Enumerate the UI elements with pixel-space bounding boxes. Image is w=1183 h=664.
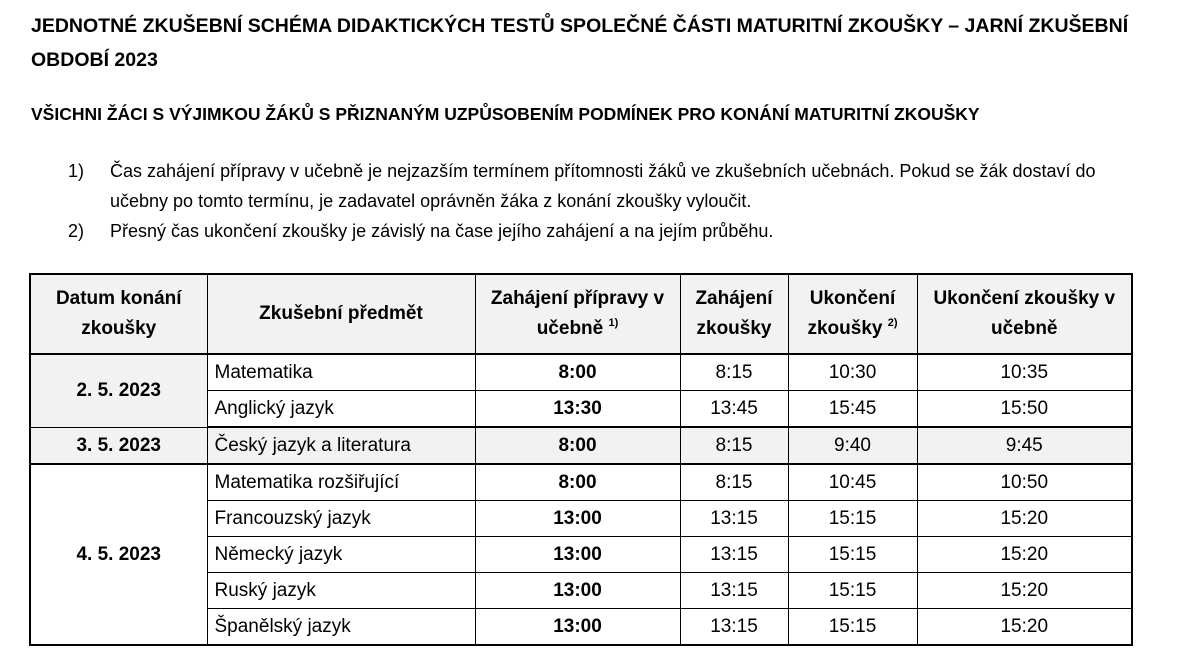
subject-cell: Matematika <box>207 354 475 391</box>
footnote-ref-2: 2) <box>887 317 898 329</box>
header-room-end: Ukončení zkoušky v učebně <box>917 274 1132 354</box>
note-text: Přesný čas ukončení zkoušky je závislý na čase jejího zahájení a na jejím průběhu. <box>110 221 774 241</box>
start-time-cell: 13:15 <box>680 501 788 537</box>
date-cell: 2. 5. 2023 <box>30 354 207 427</box>
table-row <box>30 464 1132 501</box>
note-number: 2) <box>68 221 85 241</box>
header-end-label: Ukončení zkoušky <box>807 288 896 339</box>
end-time-cell: 15:45 <box>788 391 917 428</box>
room-end-time-cell: 15:20 <box>917 501 1132 537</box>
note-item <box>68 216 1148 246</box>
table-header-row <box>30 274 1132 354</box>
end-time-cell: 10:30 <box>788 354 917 391</box>
subject-cell: Matematika rozšiřující <box>207 464 475 501</box>
start-time-cell: 8:15 <box>680 427 788 464</box>
header-start: Zahájení zkoušky <box>680 274 788 354</box>
room-end-time-cell: 15:20 <box>917 537 1132 573</box>
start-time-cell: 8:15 <box>680 354 788 391</box>
notes-list <box>68 156 1148 246</box>
end-time-cell: 9:40 <box>788 427 917 464</box>
start-time-cell: 13:15 <box>680 573 788 609</box>
note-item <box>68 156 1148 216</box>
room-end-time-cell: 15:50 <box>917 391 1132 428</box>
document-title: JEDNOTNÉ ZKUŠEBNÍ SCHÉMA DIDAKTICKÝCH TESTŮ SPOLEČNÉ ČÁSTI MATURITNÍ ZKOUŠKY – JARNÍ ZKUŠEBNÍ OBDOBÍ 2023 <box>31 15 1129 71</box>
room-end-time-cell: 15:20 <box>917 573 1132 609</box>
start-time-cell: 13:15 <box>680 537 788 573</box>
prep-time-cell: 8:00 <box>475 464 680 501</box>
end-time-cell: 15:15 <box>788 537 917 573</box>
room-end-time-cell: 10:50 <box>917 464 1132 501</box>
table-row <box>30 427 1132 464</box>
note-number: 1) <box>68 161 85 181</box>
prep-time-cell: 13:00 <box>475 609 680 646</box>
room-end-time-cell: 15:20 <box>917 609 1132 646</box>
end-time-cell: 15:15 <box>788 573 917 609</box>
end-time-cell: 15:15 <box>788 501 917 537</box>
end-time-cell: 15:15 <box>788 609 917 646</box>
date-cell: 4. 5. 2023 <box>30 464 207 645</box>
prep-time-cell: 8:00 <box>475 354 680 391</box>
subject-cell: Ruský jazyk <box>207 573 475 609</box>
footnote-ref-1: 1) <box>608 317 619 329</box>
prep-time-cell: 13:30 <box>475 391 680 428</box>
start-time-cell: 8:15 <box>680 464 788 501</box>
subject-cell: Španělský jazyk <box>207 609 475 646</box>
subject-cell: Anglický jazyk <box>207 391 475 428</box>
date-cell: 3. 5. 2023 <box>30 427 207 464</box>
header-subject: Zkušební předmět <box>207 274 475 354</box>
end-time-cell: 10:45 <box>788 464 917 501</box>
start-time-cell: 13:45 <box>680 391 788 428</box>
header-date: Datum konání zkoušky <box>30 274 207 354</box>
room-end-time-cell: 9:45 <box>917 427 1132 464</box>
exam-schedule-table <box>29 273 1133 646</box>
subject-cell: Francouzský jazyk <box>207 501 475 537</box>
prep-time-cell: 13:00 <box>475 537 680 573</box>
header-prep-label: Zahájení přípravy v učebně <box>490 288 665 339</box>
subject-cell: Německý jazyk <box>207 537 475 573</box>
header-end <box>788 274 917 354</box>
note-text: Čas zahájení přípravy v učebně je nejzazším termínem přítomnosti žáků ve zkušebních učebnách. Pokud se žák dostaví do učebny po tomto termínu, je zadavatel oprávněn žáka z konání zkoušky vyloučit. <box>110 161 1096 211</box>
prep-time-cell: 8:00 <box>475 427 680 464</box>
prep-time-cell: 13:00 <box>475 501 680 537</box>
header-prep <box>475 274 680 354</box>
room-end-time-cell: 10:35 <box>917 354 1132 391</box>
prep-time-cell: 13:00 <box>475 573 680 609</box>
document-subtitle: VŠICHNI ŽÁCI S VÝJIMKOU ŽÁKŮ S PŘIZNANÝM UZPŮSOBENÍM PODMÍNEK PRO KONÁNÍ MATURITNÍ ZKOUŠKY <box>31 104 980 124</box>
table-row <box>30 354 1132 391</box>
subject-cell: Český jazyk a literatura <box>207 427 475 464</box>
start-time-cell: 13:15 <box>680 609 788 646</box>
